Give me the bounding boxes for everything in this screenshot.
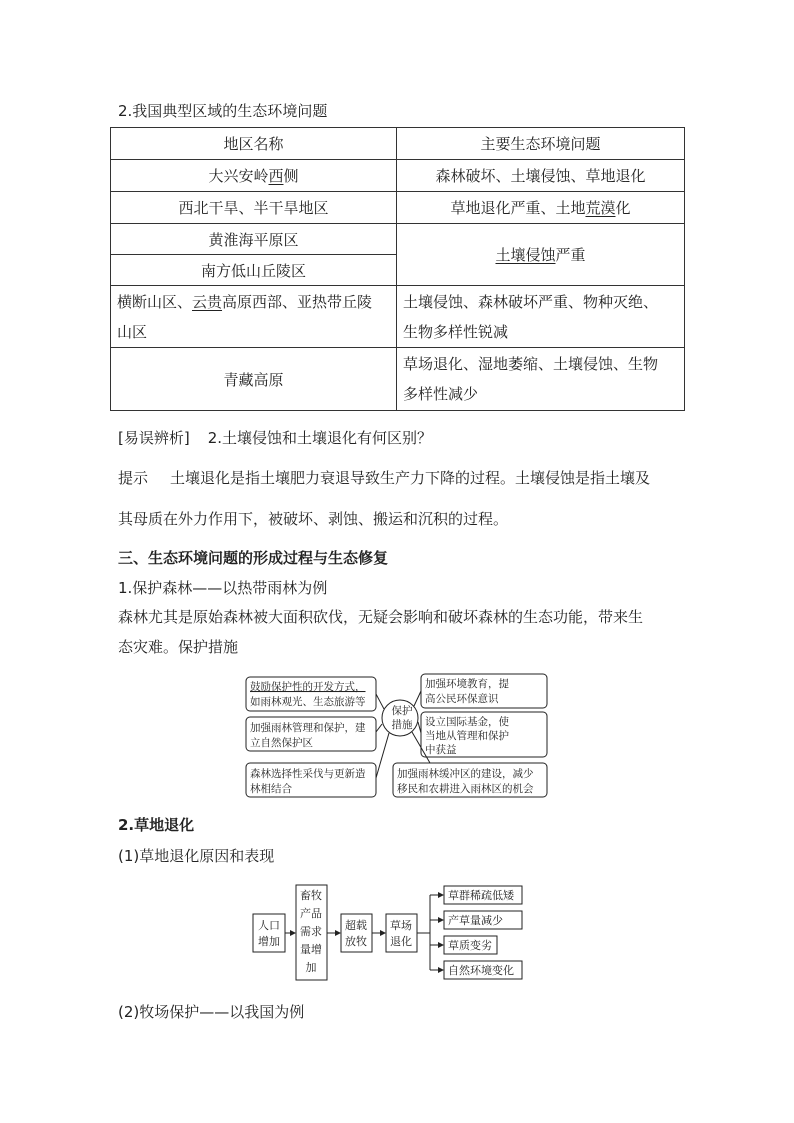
- measure-text: 林相结合: [250, 783, 292, 795]
- flow-text: 产品: [300, 907, 322, 920]
- sub2-2-title: (2)牧场保护——以我国为例: [118, 1003, 305, 1021]
- table-cell: 草场退化、湿地萎缩、土壤侵蚀、生物 多样性减少: [397, 348, 685, 411]
- measure-text: 当地从管理和保护: [425, 730, 509, 742]
- section-title: 2.我国典型区域的生态环境问题: [118, 102, 328, 120]
- table-cell: 大兴安岭西侧: [111, 160, 397, 192]
- tishi-text: 土壤退化是指土壤肥力衰退导致生产力下降的过程。土壤侵蚀是指土壤及: [170, 469, 651, 487]
- result-text: 自然环境变化: [448, 964, 514, 977]
- table-cell: 横断山区、云贵高原西部、亚热带丘陵 山区: [111, 286, 397, 348]
- result-text: 草群稀疏低矮: [448, 889, 514, 902]
- measure-text: 设立国际基金，使: [425, 716, 509, 728]
- table-cell: 西北干旱、半干旱地区: [111, 192, 397, 224]
- measure-text: 鼓励保护性的开发方式，: [250, 681, 366, 693]
- flow-text: 放牧: [345, 935, 367, 948]
- result-text: 草质变劣: [448, 939, 492, 952]
- table-cell-merged: 土壤侵蚀严重: [397, 224, 685, 286]
- sub2-1-title: (1)草地退化原因和表现: [118, 847, 275, 865]
- sub2-title: 2.草地退化: [118, 816, 195, 834]
- sub1-para-line1: 森林尤其是原始森林被大面积砍伐，无疑会影响和破坏森林的生态功能，带来生: [118, 608, 644, 626]
- tishi-label: 提示: [118, 469, 149, 487]
- center-label: 措施: [391, 719, 413, 731]
- table-cell: 草地退化严重、土地荒漠化: [397, 192, 685, 224]
- result-text: 产草量减少: [448, 914, 503, 927]
- sub1-title: 1.保护森林——以热带雨林为例: [118, 579, 328, 597]
- measure-text: 立自然保护区: [250, 737, 313, 749]
- table-cell: 土壤侵蚀、森林破坏严重、物种灭绝、 生物多样性锐减: [397, 286, 685, 348]
- flow-text: 草场: [390, 919, 412, 932]
- yiwu-tag: [易误辨析]: [118, 429, 190, 447]
- center-label: 保护: [391, 705, 413, 717]
- measure-text: 加强雨林缓冲区的建设，减少: [397, 768, 534, 780]
- flow-text: 量增: [300, 943, 322, 956]
- measure-text: 高公民环保意识: [425, 693, 499, 705]
- sub1-para-line2: 态灾难。保护措施: [118, 638, 239, 656]
- flow-text: 加: [305, 961, 317, 974]
- flow-text: 超载: [345, 919, 367, 932]
- measure-text: 森林选择性采伐与更新造: [250, 768, 366, 780]
- measure-text: 中获益: [425, 744, 457, 756]
- measure-text: 加强环境教育，提: [425, 678, 509, 690]
- table-cell: 南方低山丘陵区: [111, 255, 397, 286]
- table-cell: 黄淮海平原区: [111, 224, 397, 255]
- flow-text: 增加: [258, 935, 280, 948]
- table-cell: 青藏高原: [111, 348, 397, 411]
- flow-text: 畜牧: [300, 889, 322, 902]
- tishi-line2: 其母质在外力作用下，被破坏、剥蚀、搬运和沉积的过程。: [118, 510, 509, 528]
- yiwu-question: 2.土壤侵蚀和土壤退化有何区别？: [207, 429, 433, 447]
- section3-title: 三、生态环境问题的形成过程与生态修复: [118, 549, 389, 567]
- measure-text: 移民和农耕进入雨林区的机会: [397, 783, 534, 795]
- flow-text: 退化: [390, 935, 412, 948]
- table-cell: 森林破坏、土壤侵蚀、草地退化: [397, 160, 685, 192]
- flow-text: 人口: [258, 919, 280, 932]
- table-header-cell: 地区名称: [111, 128, 397, 160]
- table-header-cell: 主要生态环境问题: [397, 128, 685, 160]
- measure-text: 如雨林观光、生态旅游等: [250, 696, 366, 708]
- measure-text: 加强雨林管理和保护，建: [250, 722, 366, 734]
- flow-text: 需求: [300, 925, 322, 938]
